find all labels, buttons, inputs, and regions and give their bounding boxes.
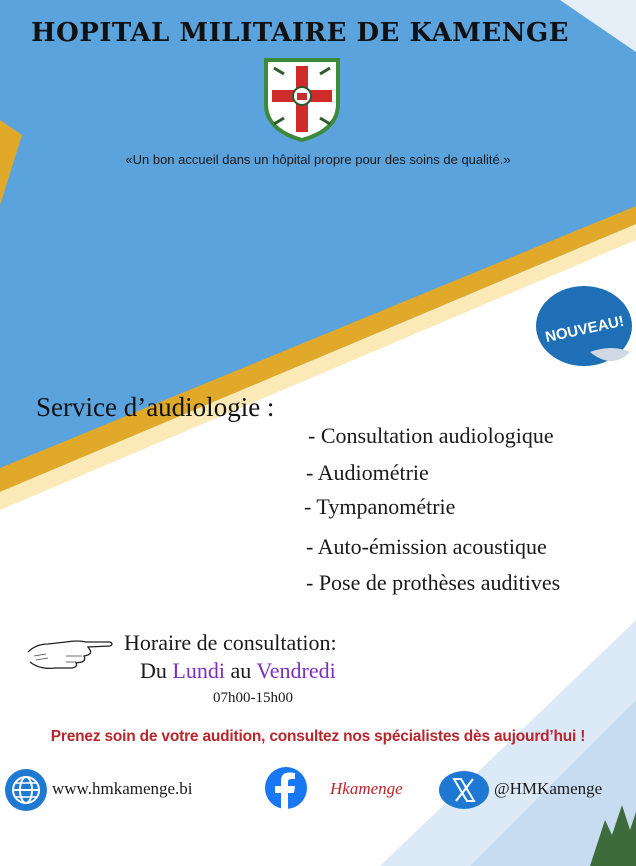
- new-badge: [532, 282, 636, 370]
- service-item-tympanometry: - Tympanométrie: [304, 494, 456, 519]
- hospital-crest-icon: [262, 56, 342, 142]
- days-prefix: Du: [140, 658, 167, 683]
- day-end: Vendredi: [256, 658, 336, 683]
- day-start: Lundi: [172, 658, 225, 683]
- pointing-hand-icon: [26, 632, 116, 674]
- hospital-title: HOPITAL MILITAIRE DE KAMENGE: [31, 18, 569, 48]
- days-mid: au: [230, 658, 252, 683]
- service-item-consultation: - Consultation audiologique: [308, 423, 554, 448]
- facebook-icon: [264, 766, 308, 810]
- website-link[interactable]: www.hmkamenge.bi: [52, 779, 193, 798]
- schedule-title: Horaire de consultation:: [124, 630, 337, 655]
- schedule-hours: 07h00-15h00: [213, 690, 293, 706]
- service-item-hearing-aids: - Pose de prothèses auditives: [306, 570, 561, 595]
- facebook-link[interactable]: Hkamenge: [330, 779, 403, 798]
- badge-label: NOUVEAU!: [543, 312, 626, 347]
- schedule-days: [140, 658, 336, 684]
- hospital-slogan: «Un bon accueil dans un hôpital propre pour des soins de qualité.»: [125, 152, 511, 167]
- globe-icon: [4, 768, 48, 812]
- x-link[interactable]: @HMKamenge: [494, 779, 603, 798]
- service-title: Service d’audiologie :: [36, 392, 275, 422]
- call-to-action: Prenez soin de votre audition, consultez nos spécialistes dès aujourd’hui !: [50, 728, 586, 745]
- service-item-otoacoustic: - Auto-émission acoustique: [306, 534, 547, 559]
- x-logo-icon: [438, 770, 490, 810]
- service-item-audiometry: - Audiométrie: [306, 460, 429, 485]
